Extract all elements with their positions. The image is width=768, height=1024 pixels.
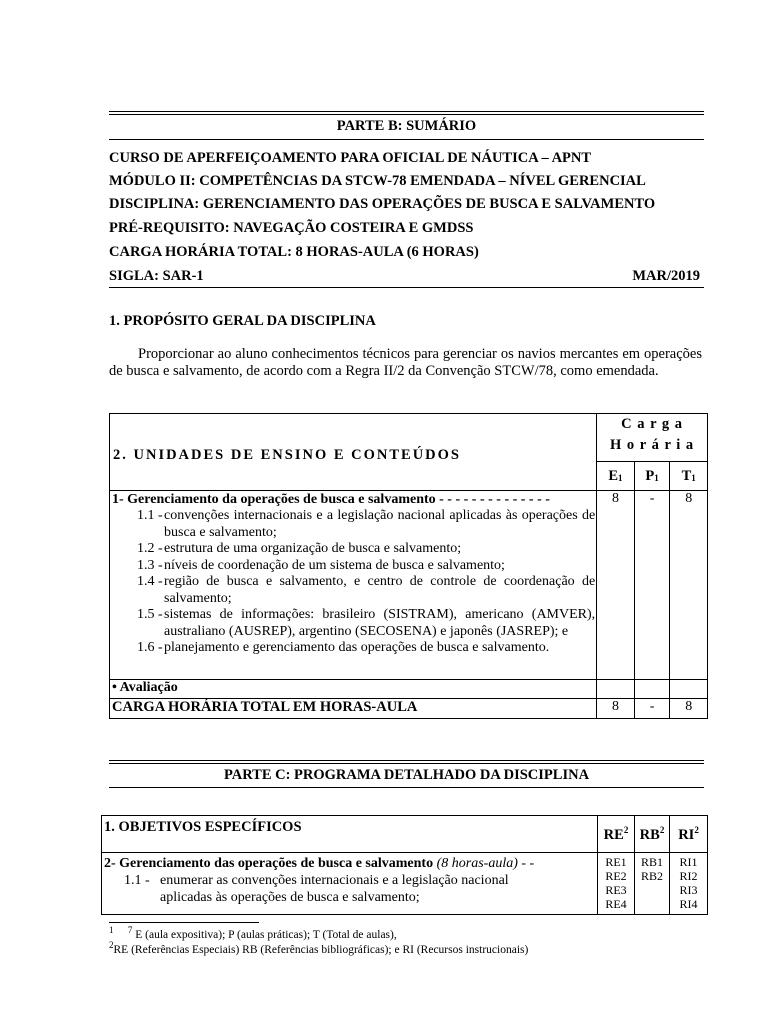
title-underline — [109, 139, 704, 140]
units-heading-cell — [110, 414, 597, 491]
workload-header-cell — [597, 414, 708, 462]
evaluation-t — [670, 680, 708, 699]
objectives-heading: 1. OBJETIVOS ESPECÍFICOS — [104, 819, 302, 835]
prerequisite-line: PRÉ-REQUISITO: NAVEGAÇÃO COSTEIRA E GMDSS — [109, 220, 474, 236]
rb-list: RB1 RB2 — [635, 853, 670, 915]
top-double-rule — [109, 111, 704, 115]
unit-p-value: - — [634, 491, 670, 680]
total-label: CARGA HORÁRIA TOTAL EM HORAS-AULA — [110, 699, 597, 719]
sigla-line: SIGLA: SAR-1 — [109, 268, 204, 284]
parte-c-double-rule — [109, 760, 704, 764]
evaluation-e — [597, 680, 635, 699]
objective-unit-hours: (8 horas-aula) — [436, 856, 518, 871]
total-e-value: 8 — [597, 699, 635, 719]
footnote-1: $^1$ $^7$ E (aula expositiva); P (aulas práticas); T (Total de aulas), — [109, 925, 397, 941]
parte-b-title: PARTE B: SUMÁRIO — [336, 118, 477, 134]
units-table — [109, 413, 708, 719]
col-rb-header: $RB^2$ — [635, 816, 670, 853]
module-line: MÓDULO II: COMPETÊNCIAS DA STCW-78 EMENDADA – NÍVEL GERENCIAL — [109, 173, 646, 189]
objectives-heading-cell — [102, 816, 598, 853]
workload-header-2: H o r á r i a — [610, 437, 695, 453]
unit-item: 1.1 - convenções internacionais e a legislação nacional aplicadas às operações de busca e salvamento; — [137, 508, 596, 540]
unit-item: 1.2 - estrutura de uma organização de busca e salvamento; — [137, 541, 462, 556]
workload-line: CARGA HORÁRIA TOTAL: 8 HORAS-AULA (6 HORAS) — [109, 244, 479, 260]
unit-item: 1.4 - região de busca e salvamento, e centro de controle de coordenação de salvamento; — [137, 574, 596, 606]
purpose-paragraph: Proporcionar ao aluno conhecimentos técnicos para gerenciar os navios mercantes em operações de busca e salvamento, de acordo com a Regra II/2 da Convenção STCW/78, como emendada. — [109, 346, 702, 379]
ri-list: RI1 RI2 RI3 RI4 — [670, 853, 708, 915]
course-line: CURSO DE APERFEIÇOAMENTO PARA OFICIAL DE NÁUTICA – APNT — [109, 150, 592, 166]
parte-c-title: PARTE C: PROGRAMA DETALHADO DA DISCIPLINA — [223, 767, 590, 783]
total-p-value: - — [634, 699, 670, 719]
evaluation-p — [634, 680, 670, 699]
unit-item: 1.6 - planejamento e gerenciamento das operações de busca e salvamento. — [137, 640, 550, 655]
col-ri-header: $RI^2$ — [670, 816, 708, 853]
objective-item-cont: aplicadas às operações de busca e salvamento; — [160, 890, 420, 905]
objectives-table — [101, 815, 708, 915]
col-e-header: E1 — [597, 462, 635, 491]
unit-t-value: 8 — [670, 491, 708, 680]
col-p-header: P1 — [634, 462, 670, 491]
parte-c-underline — [109, 787, 704, 788]
unit-item: 1.3 - níveis de coordenação de um sistema de busca e salvamento; — [137, 557, 505, 573]
col-t-header: T1 — [670, 462, 708, 491]
workload-header-1: C a r g a — [621, 416, 684, 432]
objectives-content-cell — [102, 853, 598, 915]
footnote-separator — [109, 922, 259, 923]
purpose-heading: 1. PROPÓSITO GERAL DA DISCIPLINA — [109, 313, 376, 329]
total-t-value: 8 — [670, 699, 708, 719]
re-list: RE1 RE2 RE3 RE4 — [598, 853, 635, 915]
header-bottom-rule — [109, 287, 704, 288]
col-re-header: $RE^2$ — [598, 816, 635, 853]
unit-item: 1.5 - sistemas de informações: brasileiro (SISTRAM), americano (AMVER), australiano (AUSREP), argentino (SECOSENA) e japonês (JASREP); e — [137, 607, 596, 639]
units-heading: 2. UNIDADES DE ENSINO E CONTEÚDOS — [113, 446, 461, 463]
date-label: MAR/2019 — [632, 268, 700, 284]
unit-title: 1- Gerenciamento da operações de busca e salvamento - - - - - - - - - - - - - - — [112, 492, 550, 507]
footnote-2: $^2$RE (Referências Especiais) RB (Referências bibliográficas); e RI (Recursos instrucionais) — [109, 940, 529, 956]
objective-unit-title: 2- Gerenciamento das operações de busca e salvamento (8 horas-aula) - - — [104, 856, 535, 871]
unit-content-cell — [110, 491, 597, 680]
objective-unit-dashes: - - — [521, 856, 535, 871]
objective-item: 1.1 - enumerar as convenções internacionais e a legislação nacional — [124, 873, 509, 888]
discipline-line: DISCIPLINA: GERENCIAMENTO DAS OPERAÇÕES DE BUSCA E SALVAMENTO — [109, 196, 656, 212]
evaluation-cell: • Avaliação — [110, 680, 597, 699]
unit-e-value: 8 — [597, 491, 635, 680]
